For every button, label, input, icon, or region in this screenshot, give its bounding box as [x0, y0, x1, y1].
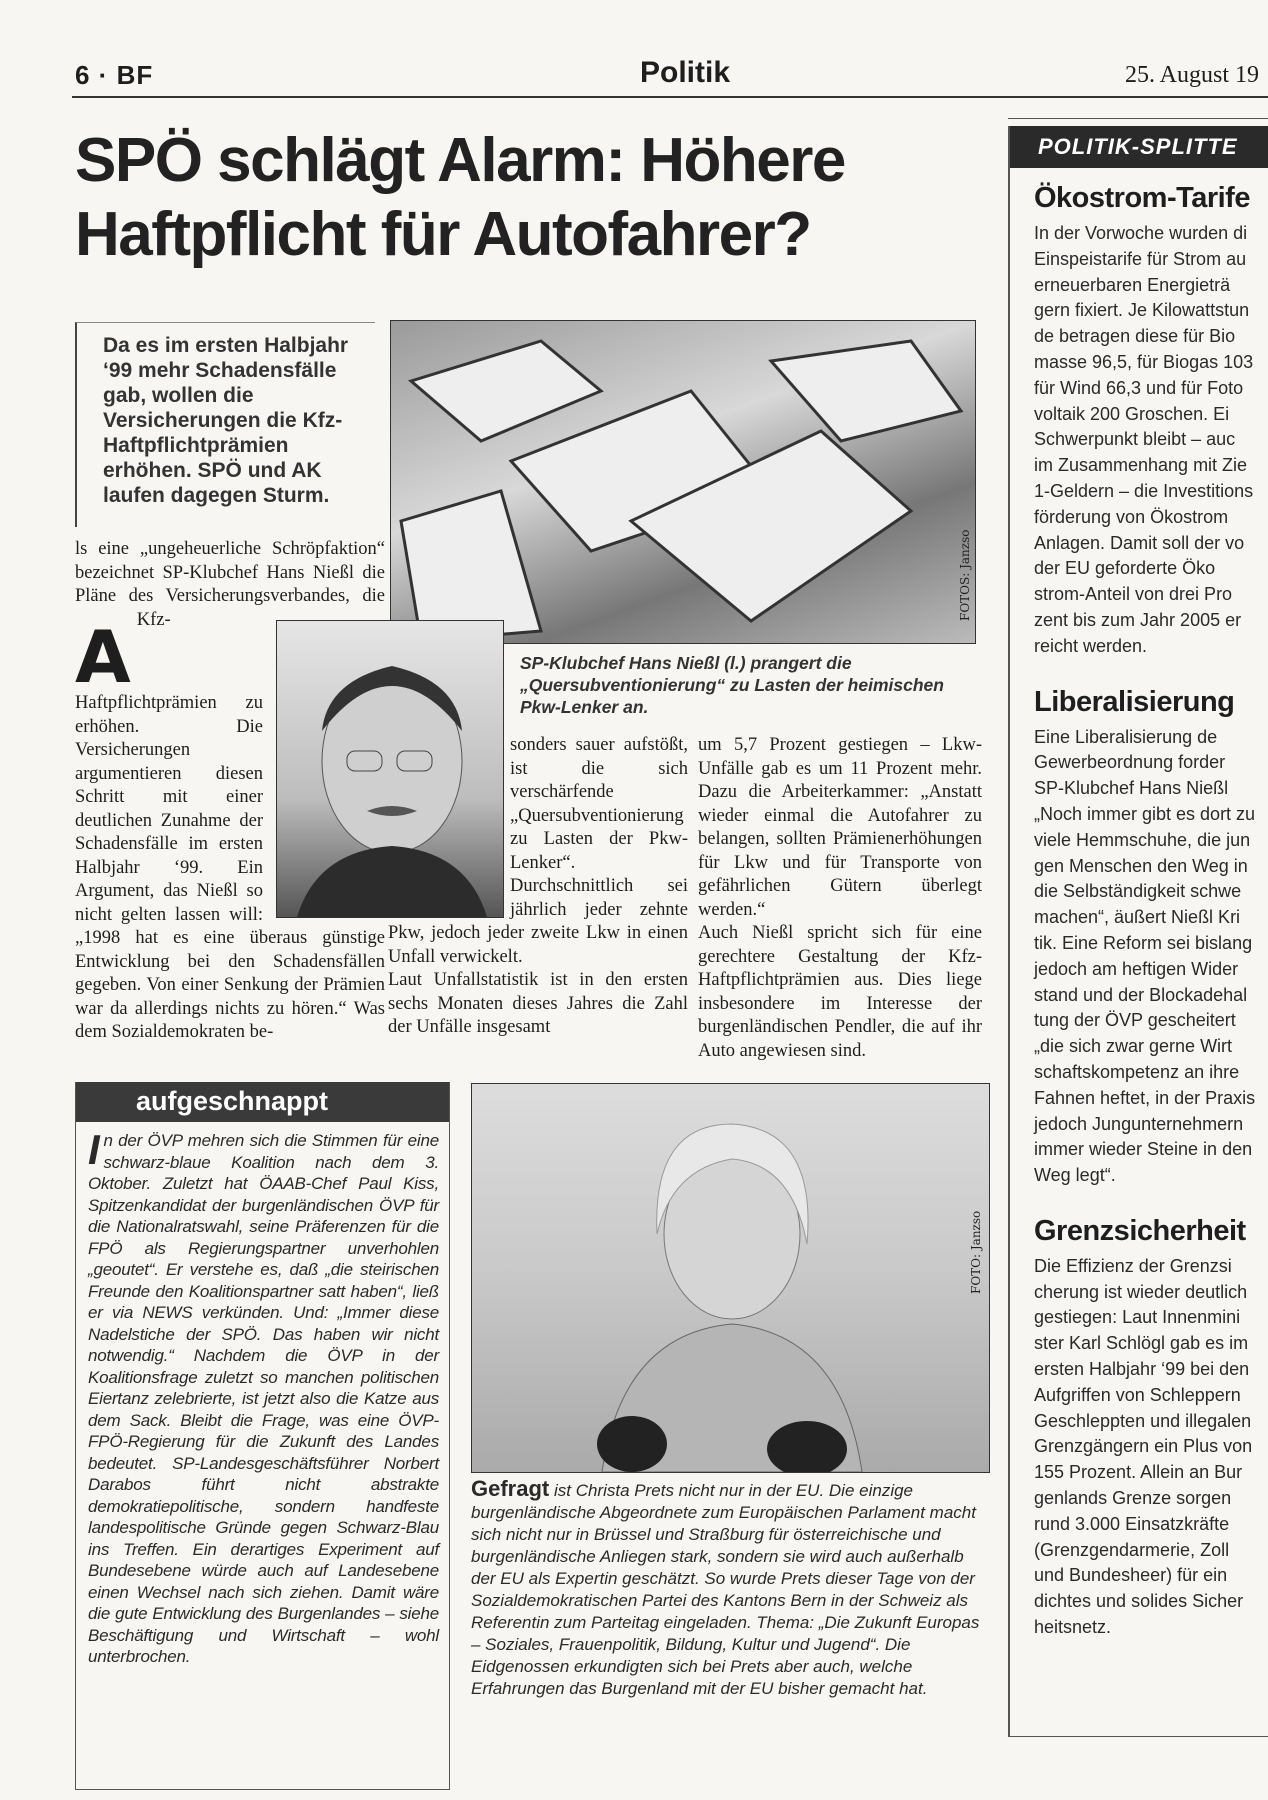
article-column-3: [698, 734, 982, 1079]
aufgeschnappt-box: [75, 1082, 450, 1790]
sidebar-sections: [1010, 182, 1268, 1641]
sidebar-text-line: Geschleppten und illegalen: [1034, 1410, 1252, 1431]
sidebar-text-line: jedoch Jungunternehmern: [1034, 1113, 1244, 1134]
sidebar-text-line: SP-Klubchef Hans Nießl: [1034, 778, 1229, 799]
sidebar-text-line: tung der ÖVP gescheitert: [1034, 1010, 1236, 1031]
sidebar-text-line: gestiegen: Laut Innenmini: [1034, 1307, 1241, 1328]
sidebar-text-line: die Selbständigkeit schwe: [1034, 881, 1242, 902]
page-number: 6 · BF: [75, 60, 154, 90]
sidebar-text-line: erneuerbaren Energieträ: [1034, 274, 1231, 295]
sidebar-text-line: „Noch immer gibt es dort zu: [1034, 803, 1256, 824]
sidebar-text-line: Weg legt“.: [1034, 1165, 1116, 1186]
sidebar-text-line: schaftskompetenz an ihre: [1034, 1061, 1240, 1082]
intro-lead: Da es im ersten Halbjahr ‘99 mehr Schadensfälle gab, wollen die Versicherungen die Kfz-Haftpflichtprämien erhöhen. SPÖ und AK laufen dagegen Sturm.: [75, 322, 375, 527]
sidebar-text-line: stand und der Blockadehal: [1034, 984, 1248, 1005]
sidebar-text-line: und Bundesheer) für ein: [1034, 1565, 1228, 1586]
sidebar-text-line: ersten Halbjahr ‘99 bei den: [1034, 1359, 1250, 1380]
aufgeschnappt-title: aufgeschnappt: [76, 1082, 449, 1122]
sidebar-text-line: Die Effizienz der Grenzsi: [1034, 1255, 1232, 1276]
sidebar-heading: Grenzsicherheit: [1034, 1214, 1246, 1247]
sidebar-text-line: Gewerbeordnung forder: [1034, 752, 1226, 773]
sidebar-text-line: förderung von Ökostrom: [1034, 506, 1229, 527]
sidebar-text-line: viele Hemmschuhe, die jun: [1034, 829, 1251, 850]
sidebar-title: POLITIK-SPLITTE: [1010, 126, 1268, 168]
sidebar-text-line: Grenzgängern ein Plus von: [1034, 1436, 1253, 1457]
sidebar-text-line: de betragen diese für Bio: [1034, 326, 1236, 347]
caption-lead: Gefragt: [471, 1476, 550, 1501]
prets-illustration: [472, 1084, 989, 1472]
article-text: ls eine „ungeheuerliche Schröpfaktion“ bezeichnet SP-Klubchef Hans Nießl die Pläne des Versicherungsverbandes, die Kfz-Haftpflichtprämien zu erhöhen. Die Versicherungen argumentieren diesen Schritt mit einer deutlichen Zunahme der Schadensfälle im ersten Halbjahr ‘99. Ein Argument, das Nießl so nicht gelten lassen will: „1998 hat es eine überaus günstige Entwicklung bei den Schadensfällen gegeben. Von einer Senkung der Prämien war da allerdings nichts zu hören.“ Was dem Sozialdemokraten be-: [75, 539, 385, 1042]
headline: SPÖ schlägt Alarm: Höhere Haftpflicht für Autofahrer?: [75, 126, 845, 269]
article-text: Auch Nießl spricht sich für eine gerechtere Gestaltung der Kfz-Haftpflichtprämien aus. Dies liege insbesondere im Interesse der burgenländischen Pendler, die auf ihr Auto angewiesen sind.: [698, 923, 982, 1061]
sidebar-text-line: masse 96,5, für Biogas 103: [1034, 351, 1254, 372]
photo-caption-niessl: SP-Klubchef Hans Nießl (l.) prangert die „Quersubventionierung“ zu Lasten der heimischen Pkw-Lenker an.: [520, 653, 944, 717]
drop-cap: A: [75, 615, 131, 699]
article-text: sonders sauer aufstößt, ist die sich verschärfende „Quersubventionierung zu Lasten der Pkw-Lenker“. Durchschnittlich sei jährlich jeder zehnte Pkw, jedoch jeder zweite Lkw in einen Unfall verwickelt.: [388, 735, 688, 967]
sidebar-text-line: gern fixiert. Je Kilowattstun: [1034, 300, 1250, 321]
article-column-1: [75, 538, 385, 1078]
sidebar-text-line: strom-Anteil von drei Pro: [1034, 584, 1233, 605]
sidebar-text-line: In der Vorwoche wurden di: [1034, 223, 1248, 243]
sidebar-text-line: dichtes und solides Sicher: [1034, 1591, 1244, 1612]
sidebar-text-line: immer wieder Steine in den: [1034, 1139, 1253, 1160]
sidebar-heading: Ökostrom-Tarife: [1034, 182, 1250, 214]
sidebar-top-rule: [1008, 118, 1268, 119]
sidebar-text-line: Fahnen heftet, in der Praxis: [1034, 1087, 1256, 1108]
sidebar-text-line: reicht werden.: [1034, 635, 1148, 656]
photo-credit-prets: FOTO: Janzso: [969, 1210, 983, 1294]
sidebar-text-line: cherung ist wieder deutlich: [1034, 1281, 1248, 1302]
article-column-2: [388, 734, 688, 1079]
aufgeschnappt-text: [76, 1122, 449, 1668]
sidebar-text-line: Anlagen. Damit soll der vo: [1034, 532, 1245, 553]
article-text: um 5,7 Prozent gestiegen – Lkw-Unfälle gab es um 11 Prozent mehr. Dazu die Arbeiterkammer: „Anstatt wieder einmal die Autofahrer zu belangen, sollten Prämienerhöhungen für Lkw und für Transporte von gefährlichen Gütern überlegt werden.“: [698, 735, 982, 920]
article-text: Laut Unfallstatistik ist in den ersten sechs Monaten dieses Jahres die Zahl der Unfälle insgesamt: [388, 970, 688, 1037]
portrait-wrap-spacer: [388, 734, 510, 920]
issue-date: 25. August 19: [1125, 62, 1260, 88]
sidebar-text-line: 1-Geldern – die Investitions: [1034, 480, 1254, 501]
politik-splitter-sidebar: [1008, 126, 1268, 1737]
sidebar-text-line: im Zusammenhang mit Zie: [1034, 455, 1248, 476]
sidebar-text-line: Schwerpunkt bleibt – auc: [1034, 429, 1236, 450]
sidebar-text-line: rund 3.000 Einsatzkräfte: [1034, 1513, 1230, 1534]
header-rule: [72, 96, 1268, 98]
photo-christa-prets: [471, 1083, 990, 1473]
sidebar-text-line: voltaik 200 Groschen. Ei: [1034, 403, 1230, 424]
photo-caption-prets: [471, 1478, 991, 1700]
aufgeschnappt-body: n der ÖVP mehren sich die Stimmen für eine schwarz-blaue Koalition nach dem 3. Oktober. Zuletzt hat ÖAAB-Chef Paul Kiss, Spitzenkandidat der burgenländischen ÖVP für die Nationalratswahl, seine Präferenzen für die FPÖ als Regierungspartner unverhohlen „geoutet“. Er verstehe es, daß „die steirischen Freunde den Koalitionspartner satt haben“, ließ er via NEWS verkünden. Und: „Immer diese Nadelstiche der SPÖ. Das haben wir nicht notwendig.“ Nachdem die ÖVP in der Koalitionsfrage zuletzt so manchen politischen Eiertanz zelebrierte, ist jetzt also die Katze aus dem Sack. Bleibt die Frage, was eine ÖVP-FPÖ-Regierung für die Zukunft des Landes bedeutet. SP-Landesgeschäftsführer Norbert Darabos führt nicht abstrakte demokratiepolitische, sondern handfeste landespolitische Gründe gegen Schwarz-Blau ins Treffen. Ein derartiges Experiment auf Bundesebene würde auch auf Landesebene einen Wechsel nach sich ziehen. Damit wäre die gute Entwicklung des Burgenlandes – siehe Beschäftigung und Wirtschaft – wohl unterbrochen.: [88, 1131, 439, 1666]
sidebar-text-line: genlands Grenze sorgen: [1034, 1488, 1232, 1509]
caption-text: ist Christa Prets nicht nur in der EU. Die einzige burgenländische Abgeordnete zum Europäischen Parlament macht sich nicht nur in Brüssel und Straßburg für österreichische und burgenländische Anliegen stark, sondern sie wird auch außerhalb der EU als Expertin geschätzt. So wurde Prets dieser Tage von der Sozialdemokratischen Partei des Kantons Bern in der Schweiz als Referentin zum Parteitag eingeladen. Thema: „Die Zukunft Europas – Soziales, Frauenpolitik, Bildung, Kultur und Jugend“. Die Eidgenossen erkundigten sich bei Prets aber auch, welche Erfahrungen das Burgenland mit der EU bisher gemacht hat.: [471, 1481, 980, 1698]
sidebar-text-line: Einspeistarife für Strom au: [1034, 248, 1247, 269]
sidebar-text-line: Aufgriffen von Schleppern: [1034, 1384, 1241, 1405]
sidebar-text-line: gen Menschen den Weg in: [1034, 855, 1248, 876]
sidebar-text-line: der EU geforderte Öko: [1034, 558, 1216, 579]
section-title: Politik: [640, 56, 731, 89]
photo-credit-cars: FOTOS: Janzso: [958, 529, 972, 621]
car-crash-photo: [390, 320, 976, 644]
sidebar-text-line: jedoch am heftigen Wider: [1034, 958, 1239, 979]
sidebar-text-line: Eine Liberalisierung de: [1034, 726, 1218, 747]
drop-cap: I: [88, 1126, 100, 1173]
sidebar-text-line: ster Karl Schlögl gab es im: [1034, 1333, 1249, 1354]
sidebar-text-line: (Grenzgendarmerie, Zoll: [1034, 1539, 1230, 1560]
sidebar-text-line: zent bis zum Jahr 2005 er: [1034, 609, 1242, 630]
sidebar-text-line: tik. Eine Reform sei bislang: [1034, 932, 1253, 953]
sidebar-text-line: machen“, äußert Nießl Kri: [1034, 907, 1241, 928]
sidebar-text-line: 155 Prozent. Allein an Bur: [1034, 1462, 1243, 1483]
car-crash-illustration: [391, 321, 975, 643]
portrait-wrap-spacer: [263, 622, 385, 922]
sidebar-text-line: heitsnetz.: [1034, 1617, 1112, 1638]
sidebar-text-line: für Wind 66,3 und für Foto: [1034, 377, 1244, 398]
sidebar-heading: Liberalisierung: [1034, 685, 1235, 718]
sidebar-text-line: „die sich zwar gerne Wirt: [1034, 1036, 1233, 1057]
